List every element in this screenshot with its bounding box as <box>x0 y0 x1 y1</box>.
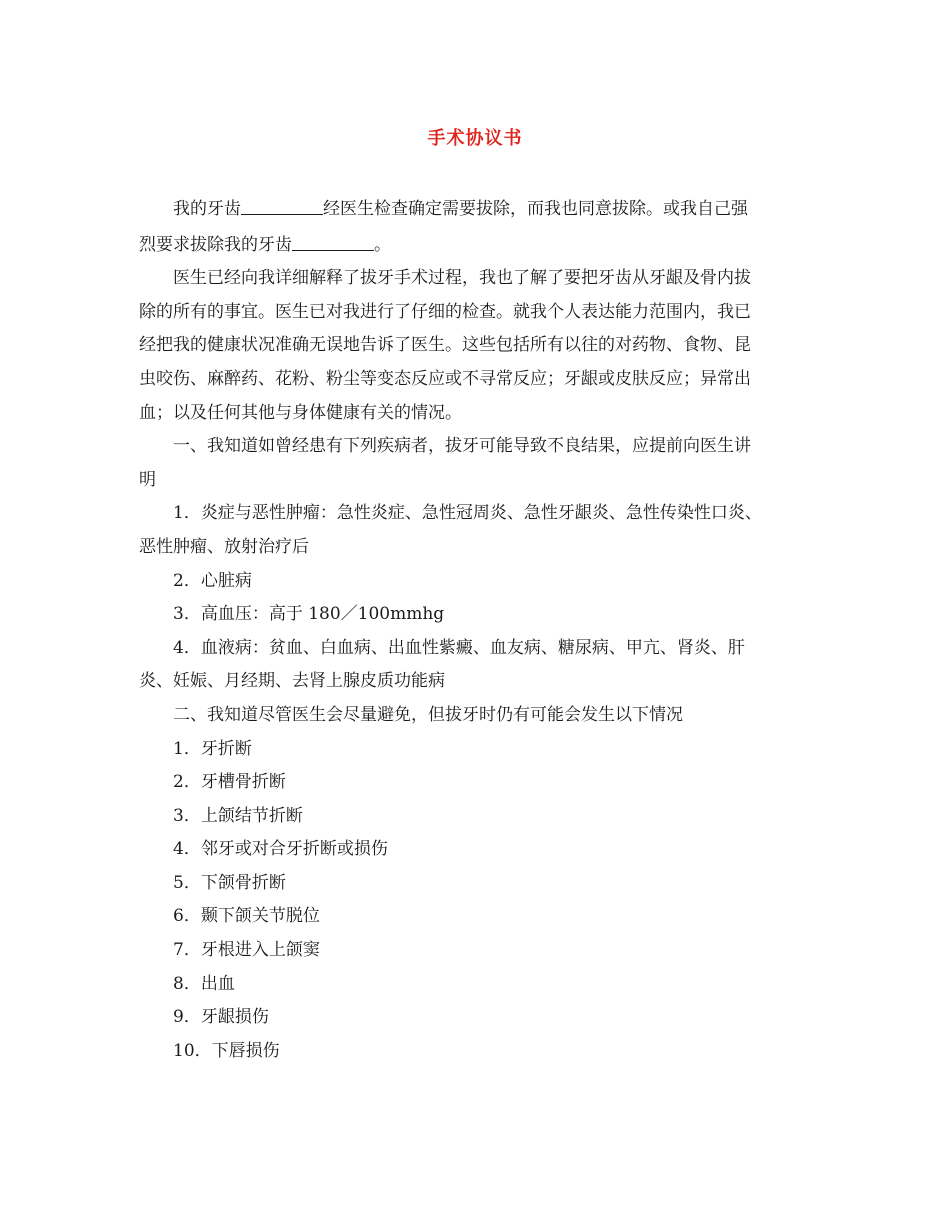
list-item: 3．高血压：高于 180／100mmhg <box>173 604 445 625</box>
paragraph-text: 我的牙齿 <box>173 199 241 219</box>
section-1 <box>139 430 811 699</box>
paragraph-line: 经把我的健康状况准确无误地告诉了医生。这些包括所有以往的对药物、食物、昆 <box>139 335 751 356</box>
paragraph-line: 医生已经向我详细解释了拔牙手术过程，我也了解了要把牙齿从牙龈及骨内拔 <box>173 268 751 289</box>
section-heading: 一、我知道如曾经患有下列疾病者，拔牙可能导致不良结果，应提前向医生讲 <box>173 436 751 457</box>
document-title: 手术协议书 <box>427 128 523 149</box>
document-body <box>139 191 811 1068</box>
list-item: 1．炎症与恶性肿瘤：急性炎症、急性冠周炎、急性牙龈炎、急性传染性口炎、 <box>173 503 762 524</box>
consent-paragraph-1 <box>139 191 811 262</box>
paragraph-line: 除的所有的事宜。医生已对我进行了仔细的检查。就我个人表达能力范围内，我已 <box>139 301 751 322</box>
list-item: 3．上颌结节折断 <box>173 805 303 826</box>
list-item: 7．牙根进入上颌窦 <box>173 940 320 961</box>
paragraph-text: 烈要求拔除我的牙齿 <box>139 234 292 255</box>
list-item: 8．出血 <box>173 973 235 994</box>
paragraph-line: 血；以及任何其他与身体健康有关的情况。 <box>139 402 462 423</box>
paragraph-line: 虫咬伤、麻醉药、花粉、粉尘等变态反应或不寻常反应；牙龈或皮肤反应；异常出 <box>139 368 751 389</box>
tooth-blank-field-2[interactable] <box>292 228 374 251</box>
list-item: 恶性肿瘤、放射治疗后 <box>139 536 309 557</box>
list-item: 炎、妊娠、月经期、去肾上腺皮质功能病 <box>139 671 445 692</box>
list-item: 2．心脏病 <box>173 570 252 591</box>
paragraph-line <box>139 191 811 227</box>
section-2 <box>139 699 811 1069</box>
paragraph-line <box>139 227 811 263</box>
list-item: 1．牙折断 <box>173 738 252 759</box>
consent-paragraph-2 <box>139 262 811 430</box>
list-item: 4．血液病：贫血、白血病、出血性紫癜、血友病、糖尿病、甲亢、肾炎、肝 <box>173 637 745 658</box>
list-item: 5．下颌骨折断 <box>173 872 286 893</box>
list-item: 6．颞下颌关节脱位 <box>173 906 320 927</box>
section-heading: 二、我知道尽管医生会尽量避免，但拔牙时仍有可能会发生以下情况 <box>173 704 683 725</box>
paragraph-text: 经医生检查确定需要拔除，而我也同意拔除。或我自己强 <box>323 199 748 219</box>
list-item: 2．牙槽骨折断 <box>173 772 286 793</box>
tooth-blank-field-1[interactable] <box>241 192 323 215</box>
list-item: 4．邻牙或对合牙折断或损伤 <box>173 839 388 860</box>
paragraph-text: 。 <box>374 234 391 255</box>
section-heading: 明 <box>139 469 156 490</box>
list-item: 9．牙龈损伤 <box>173 1007 269 1028</box>
list-item: 10．下唇损伤 <box>173 1040 280 1061</box>
